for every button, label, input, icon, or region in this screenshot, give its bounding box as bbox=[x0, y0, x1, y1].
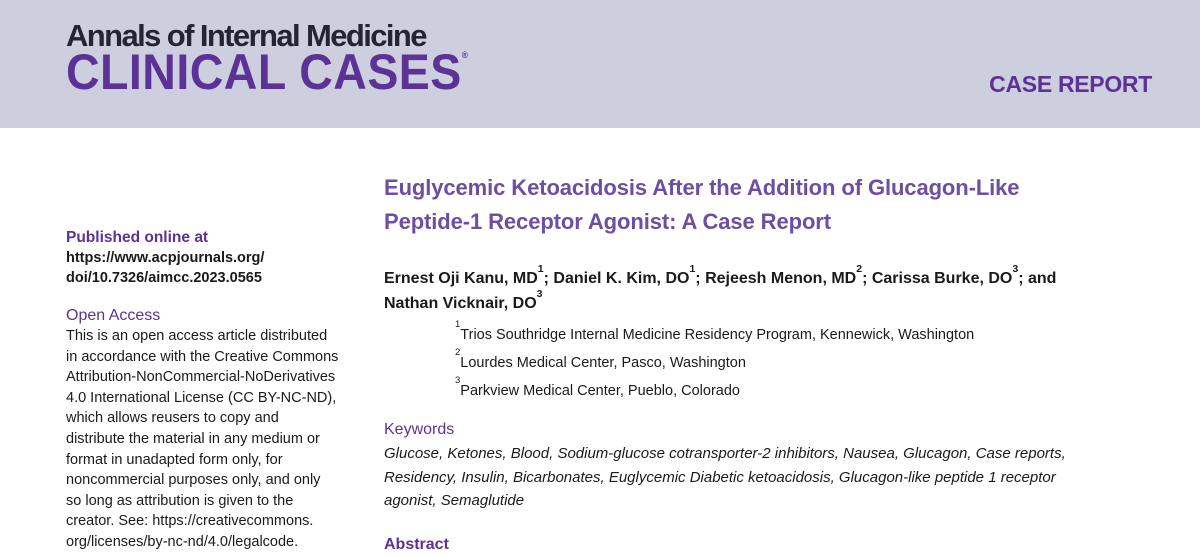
author-separator: ; and bbox=[1018, 270, 1057, 287]
title-line: Euglycemic Ketoacidosis After the Addition of Glucagon-Like bbox=[384, 175, 1020, 200]
affiliation-text: Parkview Medical Center, Pueblo, Colorado bbox=[460, 383, 740, 399]
affiliation-text: Trios Southridge Internal Medicine Residency Program, Kennewick, Washington bbox=[460, 327, 975, 343]
author-affiliation-mark: 3 bbox=[536, 288, 543, 300]
journal-brand bbox=[66, 44, 468, 100]
license-line: This is an open access article distributed bbox=[66, 328, 328, 344]
doi-link-line-1[interactable]: https://www.acpjournals.org/ bbox=[66, 250, 265, 266]
affiliation bbox=[455, 349, 1155, 377]
license-line: creator. See: https://creativecommons. bbox=[66, 513, 314, 530]
author-separator: ; bbox=[695, 270, 706, 287]
brand-text: CLINICAL CASES bbox=[66, 44, 462, 100]
published-heading: Published online at bbox=[66, 229, 209, 246]
keywords-heading: Keywords bbox=[384, 421, 455, 438]
keywords-line: Residency, Insulin, Bicarbonates, Euglycemic Diabetic ketoacidosis, Glucagon-like peptide 1 receptor bbox=[384, 468, 1056, 486]
license-line: in accordance with the Creative Commons bbox=[66, 348, 339, 365]
author-name: Nathan Vicknair, DO bbox=[384, 295, 537, 312]
author-name: Carissa Burke, DO bbox=[871, 270, 1013, 287]
license-line: distribute the material in any medium or bbox=[66, 430, 320, 447]
keywords-line: agonist, Semaglutide bbox=[384, 492, 525, 509]
license-line: format in unadapted form only, for bbox=[66, 451, 283, 468]
affiliation-number: 1 bbox=[455, 319, 461, 330]
keywords-text bbox=[384, 442, 1144, 513]
affiliation bbox=[455, 321, 1155, 349]
author-affiliation-mark: 2 bbox=[856, 263, 863, 275]
affiliation-number: 2 bbox=[455, 347, 461, 358]
author-name: Rejeesh Menon, MD bbox=[705, 270, 857, 287]
license-line: 4.0 International License (CC BY-NC-ND), bbox=[66, 389, 337, 406]
license-line: so long as attribution is given to the bbox=[66, 492, 294, 509]
sidebar bbox=[66, 228, 356, 553]
abstract-heading: Abstract bbox=[384, 536, 449, 553]
author-affiliation-mark: 1 bbox=[537, 263, 544, 275]
journal-name: Annals of Internal Medicine bbox=[66, 18, 426, 53]
open-access-heading: Open Access bbox=[66, 307, 161, 324]
keywords-line: Glucose, Ketones, Blood, Sodium-glucose cotransporter-2 inhibitors, Nausea, Glucagon, Case reports, bbox=[384, 445, 1066, 462]
journal-header bbox=[0, 0, 1200, 128]
author-name: Daniel K. Kim, DO bbox=[553, 270, 690, 287]
license-line: Attribution-NonCommercial-NoDerivatives bbox=[66, 369, 336, 386]
article-title bbox=[384, 171, 1124, 239]
affiliation bbox=[455, 377, 1155, 405]
affiliation-list bbox=[455, 321, 1155, 405]
affiliation-text: Lourdes Medical Center, Pasco, Washington bbox=[460, 355, 746, 371]
article-type-label: CASE REPORT bbox=[989, 71, 1152, 97]
doi-link-line-2[interactable]: doi/10.7326/aimcc.2023.0565 bbox=[66, 270, 262, 286]
author-name: Ernest Oji Kanu, MD bbox=[384, 270, 538, 287]
title-line: Peptide-1 Receptor Agonist: A Case Report bbox=[384, 209, 831, 234]
author-affiliation-mark: 1 bbox=[689, 263, 696, 275]
author-list bbox=[384, 263, 1144, 316]
license-line: noncommercial purposes only, and only bbox=[66, 472, 321, 489]
license-line: org/licenses/by-nc-nd/4.0/legalcode. bbox=[66, 533, 299, 550]
author-separator: ; bbox=[862, 270, 872, 287]
license-line: which allows reusers to copy and bbox=[66, 410, 279, 427]
author-separator: ; bbox=[543, 270, 554, 287]
license-text bbox=[66, 326, 356, 553]
author-affiliation-mark: 3 bbox=[1012, 263, 1019, 275]
registered-mark: ® bbox=[461, 50, 468, 60]
affiliation-number: 3 bbox=[455, 375, 461, 386]
